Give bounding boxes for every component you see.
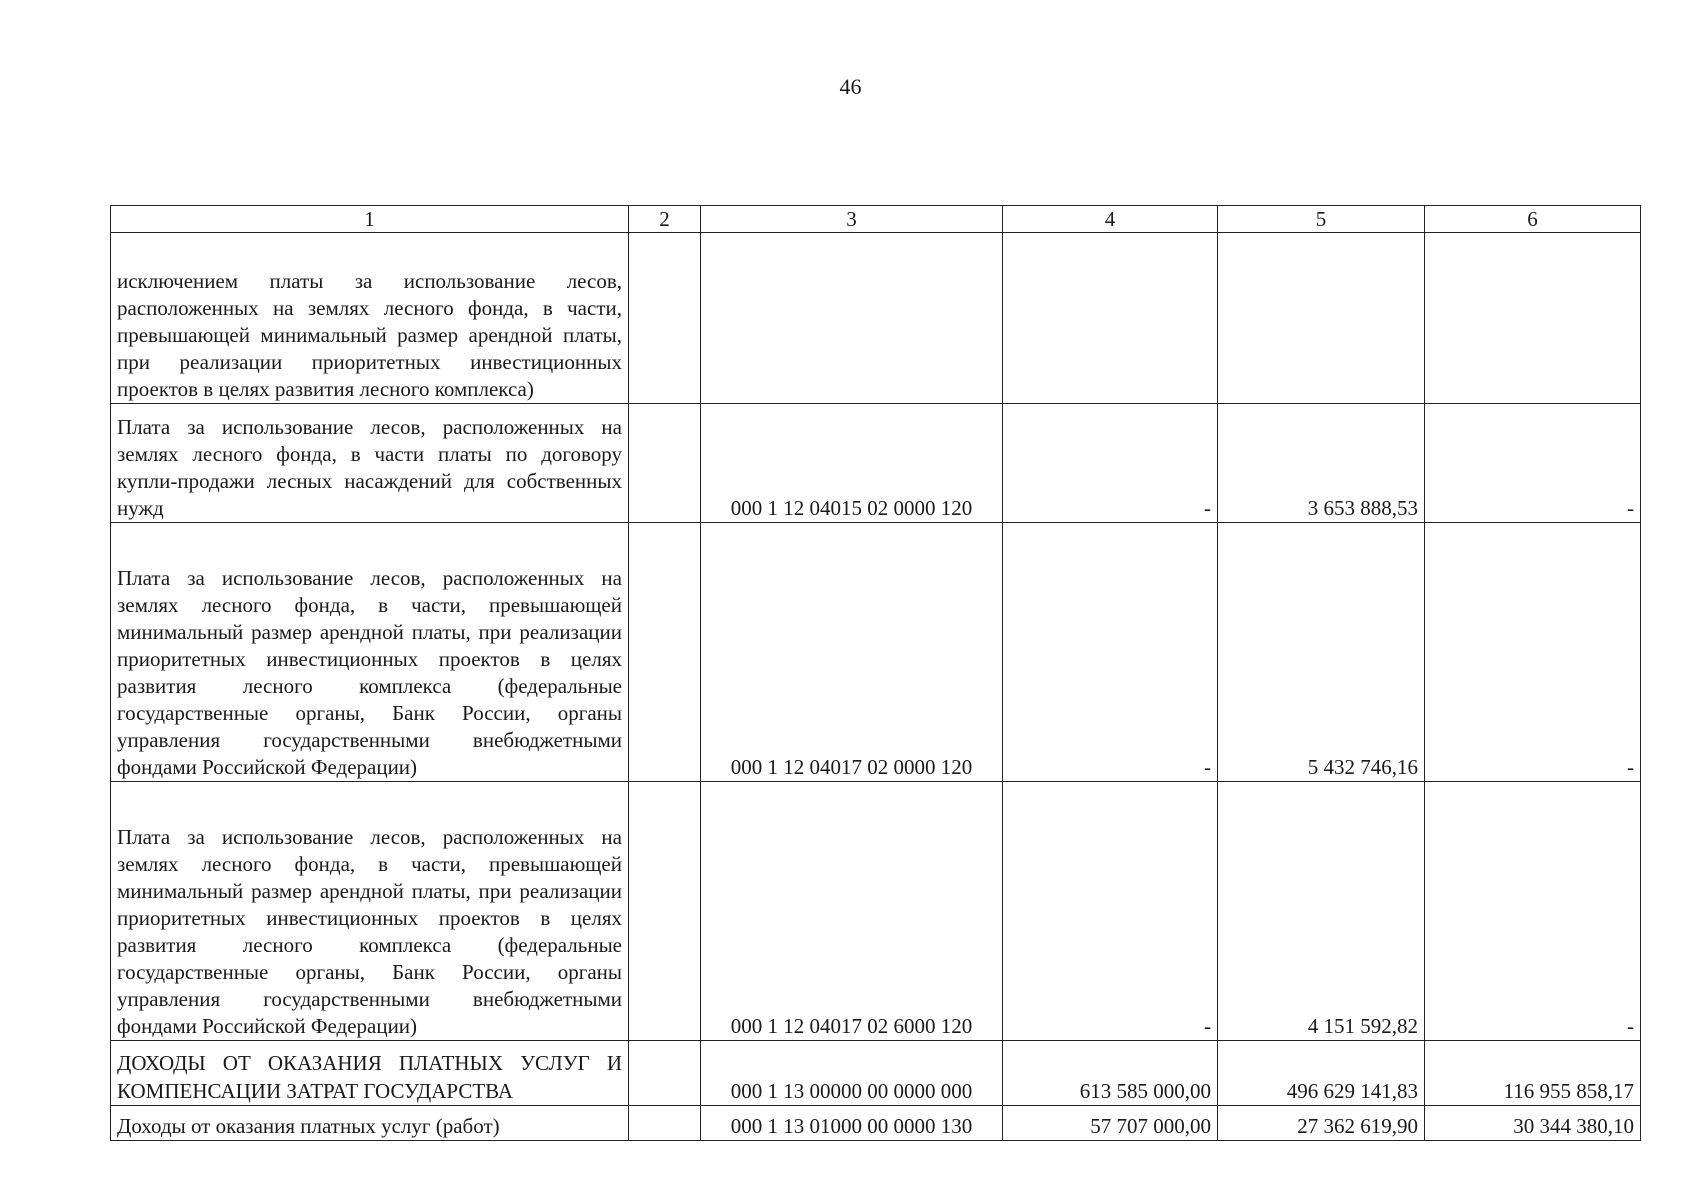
row-col2 — [629, 404, 701, 523]
row-value-6 — [1425, 233, 1641, 404]
row-name: исключением платы за использование лесов, расположенных на землях лесного фонда, в части, превышающей минимальный размер арендной платы, при реализации приоритетных инвестиционных проектов в целях развития лесного комплекса) — [111, 233, 629, 404]
row-name: Доходы от оказания платных услуг (работ) — [111, 1106, 629, 1141]
row-value-4: - — [1003, 523, 1218, 782]
header-col-6: 6 — [1425, 206, 1641, 233]
row-name: ДОХОДЫ ОТ ОКАЗАНИЯ ПЛАТНЫХ УСЛУГ И КОМПЕНСАЦИИ ЗАТРАТ ГОСУДАРСТВА — [111, 1041, 629, 1106]
row-col2 — [629, 1041, 701, 1106]
row-value-6: 116 955 858,17 — [1425, 1041, 1641, 1106]
row-value-4: 57 707 000,00 — [1003, 1106, 1218, 1141]
header-col-4: 4 — [1003, 206, 1218, 233]
row-code — [701, 233, 1003, 404]
row-code: 000 1 12 04017 02 0000 120 — [701, 523, 1003, 782]
header-col-3: 3 — [701, 206, 1003, 233]
row-name: Плата за использование лесов, расположенных на землях лесного фонда, в части платы по договору купли-продажи лесных насаждений для собственных нужд — [111, 404, 629, 523]
row-value-5: 496 629 141,83 — [1218, 1041, 1425, 1106]
row-value-4: 613 585 000,00 — [1003, 1041, 1218, 1106]
table-row — [111, 233, 1641, 404]
row-value-5: 4 151 592,82 — [1218, 782, 1425, 1041]
header-col-1: 1 — [111, 206, 629, 233]
table-row — [111, 1041, 1641, 1106]
row-value-6: - — [1425, 523, 1641, 782]
header-col-2: 2 — [629, 206, 701, 233]
row-name: Плата за использование лесов, расположенных на землях лесного фонда, в части, превышающей минимальный размер арендной платы, при реализации приоритетных инвестиционных проектов в целях развития лесного комплекса (федеральные государственные органы, Банк России, органы управления государственными внебюджетными фондами Российской Федерации) — [111, 782, 629, 1041]
row-code: 000 1 12 04015 02 0000 120 — [701, 404, 1003, 523]
header-row — [111, 206, 1641, 233]
row-code: 000 1 12 04017 02 6000 120 — [701, 782, 1003, 1041]
row-value-4 — [1003, 233, 1218, 404]
row-col2 — [629, 1106, 701, 1141]
row-value-6: - — [1425, 782, 1641, 1041]
row-col2 — [629, 782, 701, 1041]
table-row — [111, 782, 1641, 1041]
row-value-6: - — [1425, 404, 1641, 523]
table-row — [111, 523, 1641, 782]
row-code: 000 1 13 01000 00 0000 130 — [701, 1106, 1003, 1141]
row-col2 — [629, 233, 701, 404]
revenue-table — [110, 205, 1641, 1141]
row-value-5: 3 653 888,53 — [1218, 404, 1425, 523]
table-row — [111, 404, 1641, 523]
page-number: 46 — [839, 74, 862, 99]
row-value-5 — [1218, 233, 1425, 404]
row-value-5: 5 432 746,16 — [1218, 523, 1425, 782]
row-col2 — [629, 523, 701, 782]
row-name: Плата за использование лесов, расположенных на землях лесного фонда, в части, превышающей минимальный размер арендной платы, при реализации приоритетных инвестиционных проектов в целях развития лесного комплекса (федеральные государственные органы, Банк России, органы управления государственными внебюджетными фондами Российской Федерации) — [111, 523, 629, 782]
table-row — [111, 1106, 1641, 1141]
row-value-4: - — [1003, 782, 1218, 1041]
header-col-5: 5 — [1218, 206, 1425, 233]
row-value-4: - — [1003, 404, 1218, 523]
row-value-5: 27 362 619,90 — [1218, 1106, 1425, 1141]
row-code: 000 1 13 00000 00 0000 000 — [701, 1041, 1003, 1106]
row-value-6: 30 344 380,10 — [1425, 1106, 1641, 1141]
